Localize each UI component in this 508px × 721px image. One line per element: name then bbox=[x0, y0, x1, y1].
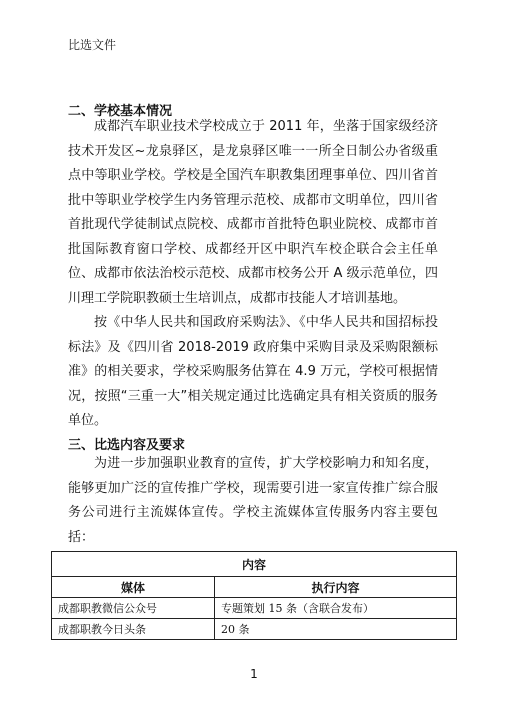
cell-content: 20 条 bbox=[215, 619, 457, 640]
cell-content: 专题策划 15 条（含联合发布） bbox=[215, 598, 457, 619]
content-table bbox=[51, 551, 457, 640]
table-row bbox=[52, 619, 457, 640]
requirements-paragraph: 为进一步加强职业教育的宣传，扩大学校影响力和知名度，能够更加广泛的宣传推广学校，现需要引进一家宣传推广综合服务公司进行主流媒体宣传。学校主流媒体宣传服务内容主要包括： bbox=[68, 456, 438, 545]
table-title: 内容 bbox=[52, 552, 457, 577]
page-number: 1 bbox=[250, 667, 258, 681]
column-header-content: 执行内容 bbox=[215, 577, 457, 598]
cell-media: 成都职教今日头条 bbox=[52, 619, 215, 640]
cell-media: 成都职教微信公众号 bbox=[52, 598, 215, 619]
section-heading-requirements: 三、比选内容及要求 bbox=[68, 438, 186, 453]
document-header: 比选文件 bbox=[68, 38, 117, 52]
table-header-row bbox=[52, 577, 457, 598]
column-header-media: 媒体 bbox=[52, 577, 215, 598]
school-info-paragraph: 成都汽车职业技术学校成立于 2011 年，坐落于国家级经济技术开发区~龙泉驿区，是龙泉驿区唯一一所全日制公办省级重点中等职业学校。学校是全国汽车职教集团理事单位、四川省首批中等职业学校学生内务管理示范校、成都市文明单位，四川省首批现代学徒制试点院校、成都市首批特色职业院校、成都市首批国际教育窗口学校、成都经开区中职汽车校企联合会主任单位、成都市依法治校示范校、成都市校务公开 A 级示范单位，四川理工学院职教硕士生培训点，成都市技能人才培训基地。 bbox=[68, 119, 438, 306]
table-row bbox=[52, 598, 457, 619]
table-title-row bbox=[52, 552, 457, 577]
section-heading-school-info: 二、学校基本情况 bbox=[68, 104, 173, 119]
procurement-paragraph: 按《中华人民共和国政府采购法》、《中华人民共和国招标投标法》及《四川省 2018-2019 政府集中采购目录及采购限额标准》的相关要求，学校采购服务估算在 4.9 万元，学校可根据情况，按照“三重一大”相关规定通过比选确定具有相关资质的服务单位。 bbox=[68, 315, 438, 428]
